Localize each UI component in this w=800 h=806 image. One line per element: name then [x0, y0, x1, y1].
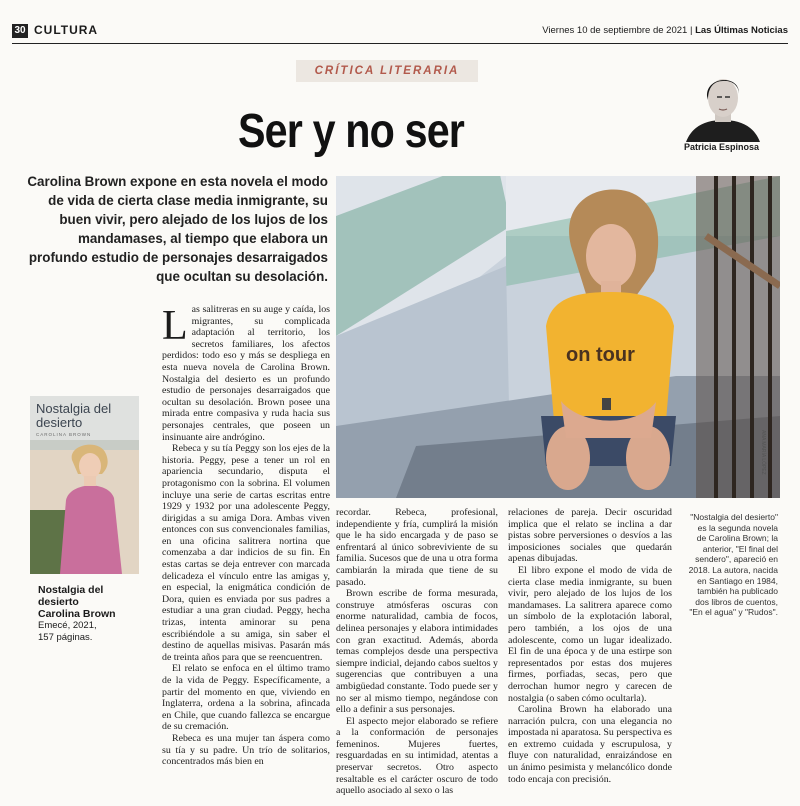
article-column-3 [508, 507, 672, 785]
article-column-1 [162, 304, 330, 768]
paragraph: El aspecto mejor elaborado se refiere a la conformación de personajes femeninos. Mujeres fuertes, resguardadas en su intimidad, atentas a preservar secretos. Otro aspecto resaltable es el carácter oscuro de todo aquello asociado al sexo o las [336, 715, 498, 797]
paragraph: Rebeca y su tía Peggy son los ejes de la historia. Peggy, pese a tener un rol en apariencia secundario, disputa el protagonismo con la sobrina. El volumen incluye una serie de cartas escritas entre 1929 y 1932 por una adolescente Peggy, dirigidas a su amiga Dora. Ambas viven entonces con sus convencionales familias, en una oficina salitrera nortina que comenzaba a dar indicios de su fin. En estas cartas se deja entrever con marcada delicadeza el vínculo entre las amigas y, en especial, la enigmática condición de Dora, quien es enviada por sus padres a estudiar a una gran ciudad. Peggy, hecha trizas, intenta aminorar su pena escribiéndole a su amiga, sin saber el destino de aquellas misivas. Pasarán más de treinta años para que se reencuentren. [162, 443, 330, 663]
page-header [12, 22, 788, 44]
newspaper-name: Las Últimas Noticias [695, 25, 788, 36]
paragraph: El libro expone el modo de vida de cierta clase media inmigrante, su buen vivir, pero alejado de los lujos de los mandamases. La salitrera aparece como un símbolo de la explotación laboral, pero también, a los ojos de una adolescente, como un lugar idealizado. El fin de una época y de una estirpe son representados por estas dos mujeres firmes, porfiadas, secas, pero que derrochan humor negro y carecen de nostalgia (o saben cómo ocultarla). [508, 564, 672, 704]
article-column-2 [336, 507, 498, 797]
book-publisher: Emecé, 2021, [38, 620, 97, 631]
paragraph: Las salitreras en su auge y caída, los migrantes, su complicada adaptación al territorio, los secretos familiares, los afectos perdidos: todo eso y más se despliega en esta nueva novela de Carolina Brown. Nostalgia del desierto es un profundo estudio de personajes desarraigados que ocultan su desolación. Brown posee una mirada entre compasiva y ruda hacia sus personajes centrales, que poseen un insinuante aire andrógino. [162, 303, 330, 443]
paragraph: Rebeca es una mujer tan áspera como su tía y su padre. Un trío de solitarios, concentrados más bien en [162, 732, 330, 768]
main-photo [336, 176, 780, 498]
photo-credit: ANA MARÍA LÓPEZ [760, 430, 766, 475]
author-name: Patricia Espinosa [684, 142, 760, 152]
page-number: 30 [12, 24, 28, 38]
book-cover-title: Nostalgia del desierto [36, 401, 112, 430]
date: Viernes 10 de septiembre de 2021 | [542, 25, 693, 36]
drop-cap: L [162, 303, 188, 349]
section-name: CULTURA [34, 23, 99, 37]
book-title: Nostalgia del desierto [38, 584, 104, 608]
paragraph: relaciones de pareja. Decir oscuridad implica que el relato se inclina a dar pistas sobre perversiones o desvíos a las imposiciones sociales que quedarán apenas dibujadas. [508, 507, 672, 565]
book-author: Carolina Brown [38, 608, 116, 620]
sidebar-note: "Nostalgia del desierto" es la segunda novela de Carolina Brown; la anterior, "El final del sendero", apareció en 2018. La autora, nacida en Santiago en 1984, también ha publicado dos libros de cuentos, "En el agua" y "Rudos". [688, 512, 778, 618]
book-cover-author: CAROLINA BROWN [36, 432, 92, 437]
dateline [542, 25, 788, 36]
shirt-text: on tour [566, 344, 635, 366]
headline: Ser y no ser [238, 105, 465, 158]
lede-paragraph: Carolina Brown expone en esta novela el modo de vida de cierta clase media inmigrante, su buen vivir, pero alejado de los lujos de los mandamases, al tiempo que elabora un profundo estudio de personajes desarraigados que ocultan su desolación. [27, 174, 328, 284]
book-pages: 157 páginas. [38, 632, 93, 643]
paragraph: Carolina Brown ha elaborado una narración pulcra, con una elegancia no impostada ni aparatosa. Su perspectiva es en extremo cuidada y escrupulosa, y fluye con naturalidad, enraizándose en un ánimo pesimista y melancólico donde todo encaja con precisión. [508, 704, 672, 785]
paragraph: El relato se enfoca en el último tramo de la vida de Peggy. Específicamente, a partir del momento en que, viviendo en Inglaterra, ordena a la sobrina, afincada en Chile, que cuando fallezca se encargue de su cremación. [162, 663, 330, 733]
paragraph: recordar. Rebeca, profesional, independiente y fría, cumplirá la misión que le ha sido encargada y de paso se enfrentará al único sobreviviente de su familia. Sucesos que de una u otra forma cambiarán la mirada que tiene de su pasado. [336, 507, 498, 588]
book-cover-illustration [30, 440, 139, 574]
author-portrait [680, 70, 766, 142]
paragraph: Brown escribe de forma mesurada, construye atmósferas oscuras con enorme naturalidad, cambia de focos, delinea personajes y elabora intimidades con gran exactitud. Además, aborda temas complejos desde una perspectiva siempre indicial, dejando cabos sueltos y sugerencias que contribuyen a una ambigüedad constante. Todo puede ser y no ser al mismo tiempo, negándose con ello a definir a sus personajes. [336, 588, 498, 716]
book-info [38, 584, 142, 644]
book-cover [30, 396, 139, 574]
kicker: CRÍTICA LITERARIA [296, 60, 478, 82]
